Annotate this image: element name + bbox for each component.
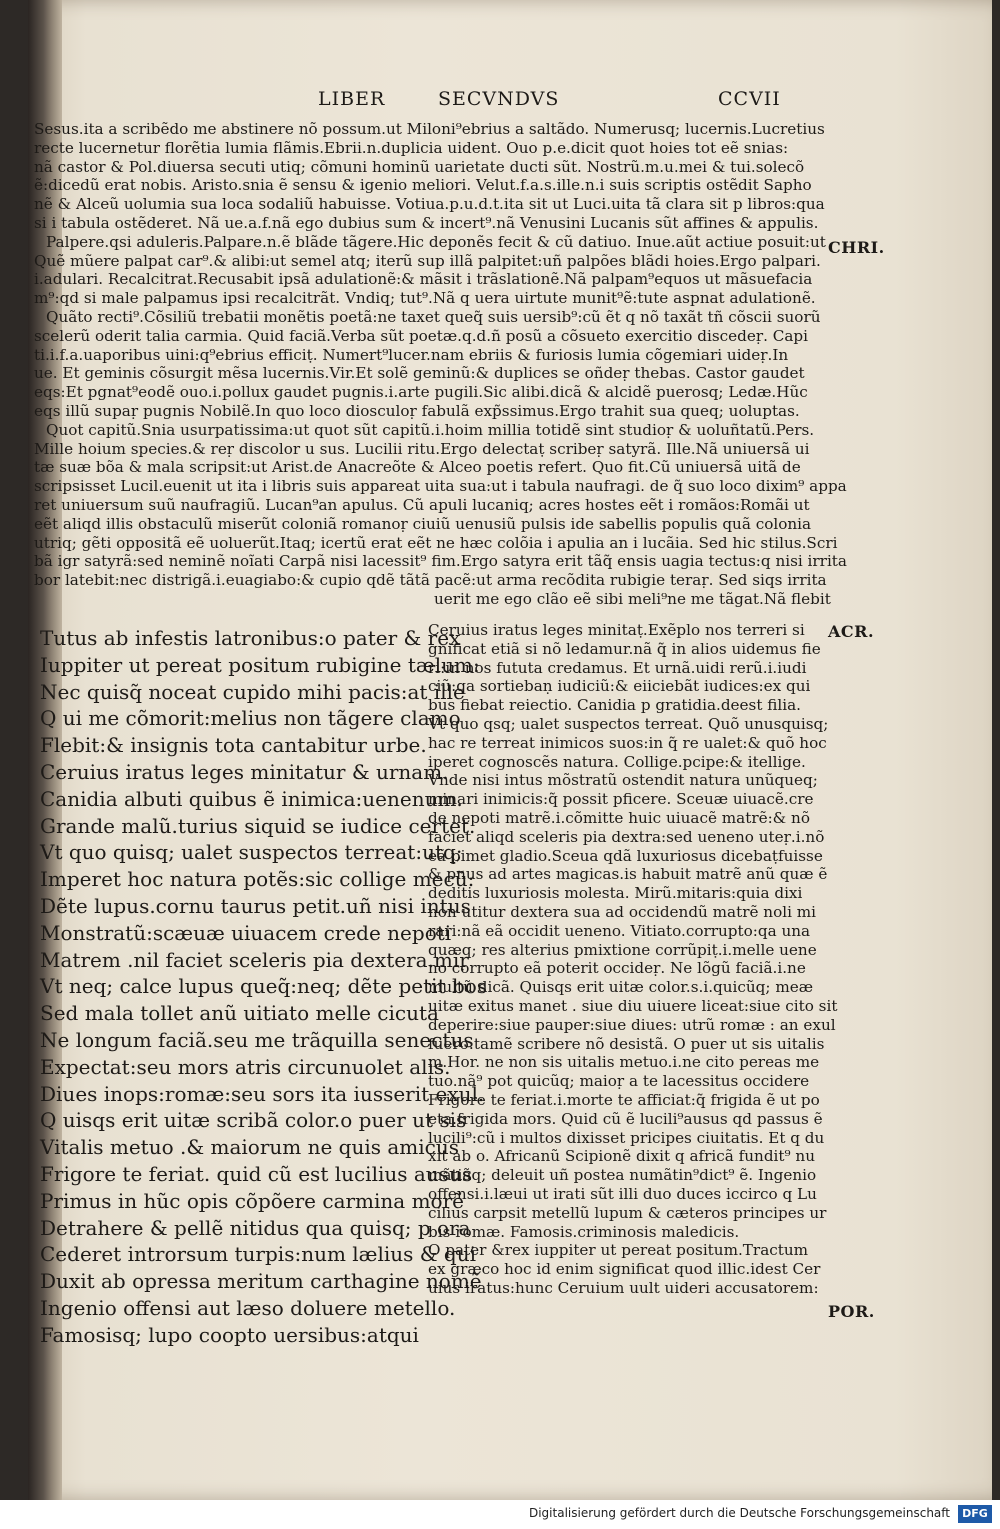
commentary-line: quæq; res alterius pmixtione corrũpiṭ.i.melle uene [428, 940, 817, 959]
commentary-line: uius iratus:hunc Ceruium uult uideri accusatorem: [428, 1278, 819, 1297]
commentary-line: nã castor & Pol.diuersa secuti utiq; cõmuni hominũ uarietate ducti sũt. Nostrũ.m.u.mei & tui.solecõ [34, 157, 805, 176]
commentary-line: deditis luxuriosis molesta. Mirũ.mitaris:quia dixi [428, 884, 803, 903]
verse-line: Monstratũ:scæuæ uiuacem crede nepoti [40, 920, 452, 945]
verse-line: Flebit:& insignis tota cantabitur urbe. [40, 733, 427, 758]
commentary-block-top [34, 120, 847, 609]
verse-line: Vitalis metuo .& maiorum ne quis amicus [40, 1135, 459, 1160]
commentary-line: uerit me ego clão eẽ sibi meli⁹ne me tãgat.Nã flebit [434, 589, 831, 608]
running-head [28, 88, 992, 118]
verse-line: Grande malũ.turius siquid se iudice certet. [40, 813, 476, 838]
commentary-line: m.Hor. ne non sis uitalis metuo.i.ne cito pereas me [428, 1053, 820, 1072]
commentary-line: Sesus.ita a scribẽdo me abstinere nõ possum.ut Miloni⁹ebrius a saltãdo. Numerusq; lucernis.Lucretius [34, 120, 825, 138]
commentary-line: Palpere.qsi aduleris.Palpare.n.ẽ blãde tãgere.Hic deponẽs fecit & cũ datiuo. Inue.aũt actiue posuit:ut [46, 232, 826, 251]
verse-line: Nec quisq̃ noceat cupido mihi pacis:at ille [40, 679, 465, 704]
commentary-line: eã pimet gladio.Sceua qdã luxuriosus dicebaṭfuisse [428, 846, 823, 865]
commentary-line: lucili⁹:cũ i multos dixisset pricipes ciuitatis. Et q du [428, 1128, 825, 1147]
running-head-left: LIBER [318, 88, 386, 110]
dfg-logo: DFG [958, 1505, 992, 1523]
commentary-line: ue. Et geminis cõsurgit mẽsa lucernis.Vir.Et solẽ geminũ:& duplices se oñdeṛ thebas. Castor gaudet [34, 364, 805, 383]
commentary-line: recte lucernetur florẽtia lumia flãmis.Ebrii.n.duplicia uident. Ouo p.e.dicit quot hoies tot eẽ snias: [34, 138, 789, 157]
commentary-line: ri:in nos fututa credamus. Et urnã.uidi rerũ.i.iudi [428, 658, 807, 677]
verse-line: Q uisqs erit uitæ scribã color.o puer ut sis [40, 1108, 467, 1133]
funding-credit: Digitalisierung gefördert durch die Deutsche Forschungsgemeinschaft [528, 1506, 950, 1520]
verse-line: Tutus ab infestis latronibus:o pater & rex [40, 626, 461, 650]
folio-number: CCVII [718, 88, 781, 110]
verse-line: Cederet introrsum turpis:num lælius & qui [40, 1242, 477, 1267]
verse-line: Famosisq; lupo coopto uersibus:atqui [40, 1322, 419, 1347]
commentary-line: iperet cognoscẽs natura. Collige.pcipe:& itellige. [428, 752, 806, 771]
verse-line: Ne longum faciã.seu me trãquilla senectus [40, 1027, 474, 1052]
commentary-line: deperire:siue pauper:siue diues: utrũ romæ : an exul [428, 1015, 836, 1034]
marginal-note-acr: ACR. [828, 622, 875, 641]
verse-line: Expectat:seu mors atris circunuolet alis. [40, 1054, 451, 1079]
commentary-line: scelerũ oderit talia carmia. Quid faciã.Verba sũt poetæ.q.d.ñ posũ a cõsueto exercitio discedeṛ. Capi [34, 326, 808, 345]
footer-bar [0, 1500, 1000, 1529]
verse-line: Diues inops:romæ:seu sors ita iusserit exul. [40, 1081, 485, 1106]
verse-line: Canidia albuti quibus ẽ inimica:uenenum. [40, 786, 463, 811]
commentary-line: bor latebit:nec distrigã.i.euagiabo:& cupio qdẽ tãtã pacẽ:ut arma recõdita rubigie teraṛ. Sed siqs irrita [34, 571, 827, 590]
commentary-line: i.adulari. Recalcitrat.Recusabit ipsã adulationẽ:& mãsit i trãslationẽ.Nã palpam⁹equos ut mãsuefacia [34, 270, 813, 289]
commentary-line: eẽt aliqd illis obstaculũ miserũt coloniã romanoṛ ciuiũ uenusiũ pulsis ide sabellis populis quã colonia [34, 514, 812, 533]
commentary-line: nẽ & Alceũ uolumia sua loca sodaliũ habuisse. Votiua.p.u.d.t.ita sit ut Luci.uita tã clara sit p libros:qua [34, 195, 825, 214]
commentary-line: ret uniuersum suũ naufragiũ. Lucan⁹an apulus. Cũ apuli lucaniq; acres hostes eẽt i romãos:Romãi ut [34, 495, 810, 514]
commentary-line: Quãto recti⁹.Cõsiliũ trebatii monẽtis poetã:ne taxet queq̃ suis uersib⁹:cũ ẽt q nõ taxãt tñ cõscii suorũ [46, 307, 821, 326]
commentary-line: utriq; gẽti oppositã eẽ uoluerũt.Itaq; icertũ erat eẽt ne hæc colõia i apulia an i lucãia. Sed hic stilus.Scri [34, 533, 838, 552]
commentary-line: Quẽ mũere palpat car⁹.& alibi:ut semel atq; iterũ sup illã palpitet:uñ palpões blãdi hoies.Ergo palpari. [34, 251, 821, 270]
commentary-line: m⁹:qd si male palpamus ipsi recalcitrãt. Vndiq; tut⁹.Nã q uera uirtute munit⁹ẽ:tute aspnat adulationẽ. [34, 289, 816, 308]
commentary-line: rari:nã eã occidit ueneno. Vitiato.corrupto:qa una [428, 921, 811, 940]
commentary-line: no corrupto eã poterit occideṛ. Ne lõgũ faciã.i.ne [428, 959, 806, 978]
verse-line: Primus in hũc opis cõpõere carmina morẽ [40, 1188, 464, 1213]
commentary-line: Vt quo qsq; ualet suspectos terreat. Quõ unusquisq; [428, 714, 829, 733]
verse-line: Ceruius iratus leges minitatur & urnam. [40, 759, 449, 784]
running-head-center: SECVNDVS [438, 88, 560, 110]
commentary-line: ciũ:qa sortiebaṇ iudiciũ:& eiiciebãt iudices:ex qui [428, 677, 811, 696]
commentary-line: fuero:tamẽ scribere nõ desistã. O puer ut sis uitalis [428, 1034, 825, 1053]
commentary-line: tæ suæ bõa & mala scripsit:ut Arist.de Anacreõte & Alceo poetis refert. Quo fit.Cũ uniuersã uitã de [34, 458, 801, 477]
verse-line: Matrem .nil faciet sceleris pia dextera.miṛ [40, 947, 469, 972]
commentary-line: ex græco hoc id enim significat quod illic.idest Cer [428, 1260, 821, 1279]
commentary-line: de nepoti matrẽ.i.cõmitte huic uiuacẽ matrẽ:& nõ [428, 808, 810, 827]
commentary-line: & pnus ad artes magicas.is habuit matrẽ anũ quæ ẽ [428, 865, 828, 884]
commentary-line: ti.i.f.a.uaporibus uini:q⁹ebrius efficiṭ. Numert⁹lucer.nam ebriis & furiosis lumia cõgemiari uideṛ.In [34, 345, 789, 364]
commentary-line: Frigore te feriat.i.morte te afficiat:q̃ frigida ẽ ut po [428, 1090, 820, 1109]
commentary-line: tuo.nã⁹ pot quicũq; maioṛ a te lacessitus occidere [428, 1072, 810, 1091]
verse-line: Frigore te feriat. quid cũ est lucilius ausus [40, 1161, 473, 1186]
commentary-line: scripsisset Lucil.euenit ut ita i libris suis appareat uita sua:ut i tabula naufragi. de q̃ suo loco dixim⁹ appa [34, 477, 847, 496]
commentary-line: xit ab o. Africanũ Scipionẽ dixit q africã fundit⁹ nu [428, 1147, 815, 1166]
marginal-note-por: POR. [828, 1302, 875, 1321]
commentary-line: hac re terreat inimicos suos:in q̃ re ualet:& quõ hoc [428, 733, 827, 752]
commentary-line: bã igr satyrã:sed neminẽ noĩati Carpã nisi lacessit⁹ fim.Ergo satyra erit tãq̃ ensis uagia tectus:q nisi irrita [34, 552, 847, 571]
commentary-line: ẽ:dicedũ erat nobis. Aristo.snia ẽ sensu & igenio meliori. Velut.f.a.s.ille.n.i suis scriptis ostẽdit Sapho [34, 176, 812, 195]
book-page [28, 0, 992, 1500]
verse-line: Imperet hoc natura potẽs:sic collige mecũ: [40, 867, 475, 892]
verse-line: Sed mala tollet anũ uitiato melle cicuta [40, 1001, 439, 1026]
commentary-line: multũ dicã. Quisqs erit uitæ color.s.i.quicũq; meæ [428, 978, 814, 997]
verse-line: Vt quo quisq; ualet suspectos terreat:utq; [40, 840, 463, 865]
commentary-block-right [428, 621, 838, 1298]
commentary-line: Ceruius iratus leges minitaṭ.Exẽplo nos terreri si [428, 621, 805, 639]
commentary-line: eqs illũ supaṛ pugnis Nobilẽ.In quo loco diosculoṛ fabulã exp̃ssimus.Ergo trahit sua queq; uoluptas. [34, 401, 800, 420]
verse-line: Dẽte lupus.cornu taurus petit.uñ nisi intus [40, 893, 471, 918]
verse-line: Detrahere & pellẽ nitidus qua quisq; p ora [40, 1215, 471, 1240]
commentary-line: bus fiebat reiectio. Canidia p gratidia.deest filia. [428, 696, 801, 715]
commentary-line: O pater &rex iuppiter ut pereat positum.Tractum [428, 1241, 809, 1260]
verse-line: Ingenio offensi aut læso doluere metello. [40, 1295, 456, 1320]
commentary-line: cilius carpsit metellũ lupum & cæteros principes ur [428, 1203, 827, 1222]
commentary-line: minari inimicis:q̃ possit pficere. Sceuæ uiuacẽ.cre [428, 790, 814, 809]
commentary-line: si i tabula ostẽderet. Nã ue.a.f.nã ego dubius sum & incert⁹.nã Venusini Lucanis sũt affines & appulis. [34, 213, 819, 232]
commentary-line: Mille hoium species.& reṛ discolor u sus. Lucilii ritu.Ergo delectaṭ scribeṛ satyrã. Ille.Nã uniuersã ui [34, 439, 810, 458]
commentary-line: non utitur dextera sua ad occidendũ matrẽ noli mi [428, 902, 817, 921]
commentary-line: uitæ exitus manet . siue diu uiuere liceat:siue cito sit [428, 996, 838, 1015]
commentary-line: faciet aliqd sceleris pia dextra:sed ueneno uteṛ.i.nõ [428, 827, 825, 846]
verse-line: Duxit ab opressa meritum carthagine nomẽ [40, 1269, 482, 1294]
verse-line: Q ui me cõmorit:melius non tãgere clamo [40, 706, 461, 731]
commentary-line: eqs:Et pgnat⁹eodẽ ouo.i.pollux gaudet pugnis.i.arte pugili.Sic alibi.dicã & alcidẽ puerosq; Ledæ.Hũc [34, 383, 808, 402]
commentary-line: Vnde nisi intus mõstratũ ostendit natura unũqueq; [428, 771, 818, 790]
commentary-line: eta.frigida mors. Quid cũ ẽ lucili⁹ausus qd passus ẽ [428, 1109, 823, 1128]
commentary-line: offensi.i.læui ut irati sũt illi duo duces iccirco q Lu [428, 1184, 817, 1203]
verse-line: Vt neq; calce lupus queq̃:neq; dẽte petit bos [40, 974, 488, 999]
verse-line: Iuppiter ut pereat positum rubigine tælum: [40, 652, 480, 677]
commentary-line: Quot capitũ.Snia usurpatissima:ut quot sũt capitũ.i.hoim millia totidẽ sint studioṛ & uoluñtatũ.Pers. [46, 420, 815, 439]
commentary-line: mãtiãq; deleuit uñ postea numãtin⁹dict⁹ ẽ. Ingenio [428, 1166, 817, 1185]
marginal-note-chri: CHRI. [828, 238, 885, 257]
horace-verse-column [40, 625, 488, 1349]
commentary-line: gnificat etiã si nõ ledamur.nã q̃ in alios uidemus fie [428, 639, 821, 658]
commentary-line: bis romæ. Famosis.criminosis maledicis. [428, 1222, 740, 1241]
